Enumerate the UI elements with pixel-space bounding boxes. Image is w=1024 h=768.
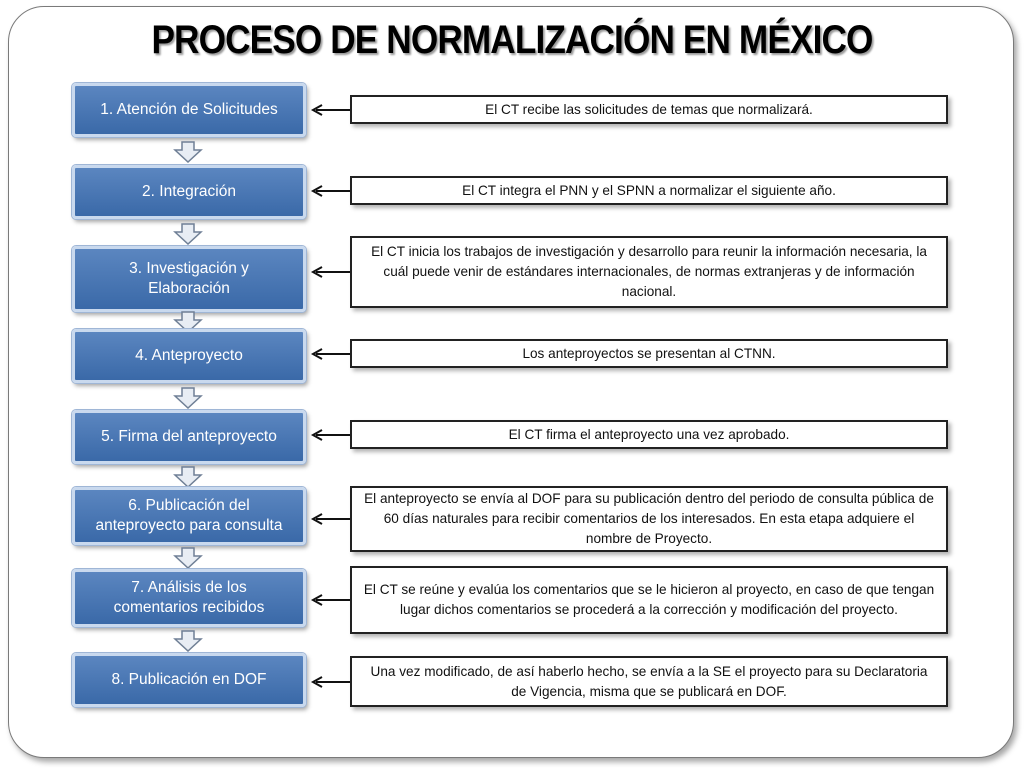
step-box-6 [72,487,306,545]
step-description-1 [350,95,948,124]
down-arrow-icon [173,630,203,652]
down-arrow-icon [173,141,203,163]
down-arrow-icon [173,547,203,569]
connector-arrow-7 [310,594,350,606]
down-arrow-icon [173,466,203,488]
step-label: 4. Anteproyecto [135,347,243,364]
step-label: 2. Integración [142,183,236,200]
connector-arrow-5 [310,429,350,441]
step-label: 8. Publicación en DOF [111,671,267,688]
step-box-2 [72,165,306,219]
step-description-3 [350,236,948,308]
step-description-text: El CT recibe las solicitudes de temas que normalizará. [485,101,813,117]
step-label: 6. Publicación del anteproyecto para consulta [95,497,283,534]
step-description-6 [350,486,948,552]
step-label: 7. Análisis de los comentarios recibidos [113,579,265,616]
connector-arrow-1 [310,104,350,116]
step-label: 1. Atención de Solicitudes [100,101,278,118]
step-box-7 [72,569,306,627]
step-description-7 [350,566,948,634]
down-arrow-icon [173,387,203,409]
step-description-text: El anteproyecto se envía al DOF para su publicación dentro del periodo de consulta pública de 60 días naturales para recibir comentarios de los interesados. En esta etapa adquiere el nombre de Proyecto. [364,491,934,546]
step-description-text: El CT se reúne y evalúa los comentarios que se le hicieron al proyecto, en caso de que tengan lugar dichos comentarios se procederá a la corrección y modificación del proyecto. [363,582,935,617]
connector-arrow-8 [310,676,350,688]
connector-arrow-4 [310,348,350,360]
down-arrow-icon [173,223,203,245]
step-box-3 [72,246,306,312]
connector-arrow-6 [310,513,350,525]
step-description-text: El CT integra el PNN y el SPNN a normalizar el siguiente año. [462,182,836,198]
step-description-text: Los anteproyectos se presentan al CTNN. [522,345,776,361]
step-description-8 [350,656,948,707]
step-description-text: Una vez modificado, de así haberlo hecho, se envía a la SE el proyecto para su Declaratoria de Vigencia, misma que se publicará en DOF. [370,663,928,699]
step-description-2 [350,176,948,205]
step-box-1 [72,83,306,137]
step-label: 3. Investigación y Elaboración [129,260,249,297]
step-description-5 [350,420,948,449]
slide-title: PROCESO DE NORMALIZACIÓN EN MÉXICO [151,18,873,62]
step-description-text: El CT firma el anteproyecto una vez aprobado. [508,426,790,442]
step-label: 5. Firma del anteproyecto [101,428,277,445]
connector-arrow-2 [310,185,350,197]
step-box-5 [72,410,306,464]
step-description-text: El CT inicia los trabajos de investigación y desarrollo para reunir la información necesaria, la cuál puede venir de estándares internacionales, de normas extranjeras y de información nacional. [371,244,927,299]
connector-arrow-3 [310,266,350,278]
step-description-4 [350,339,948,368]
step-box-8 [72,653,306,707]
step-box-4 [72,329,306,383]
